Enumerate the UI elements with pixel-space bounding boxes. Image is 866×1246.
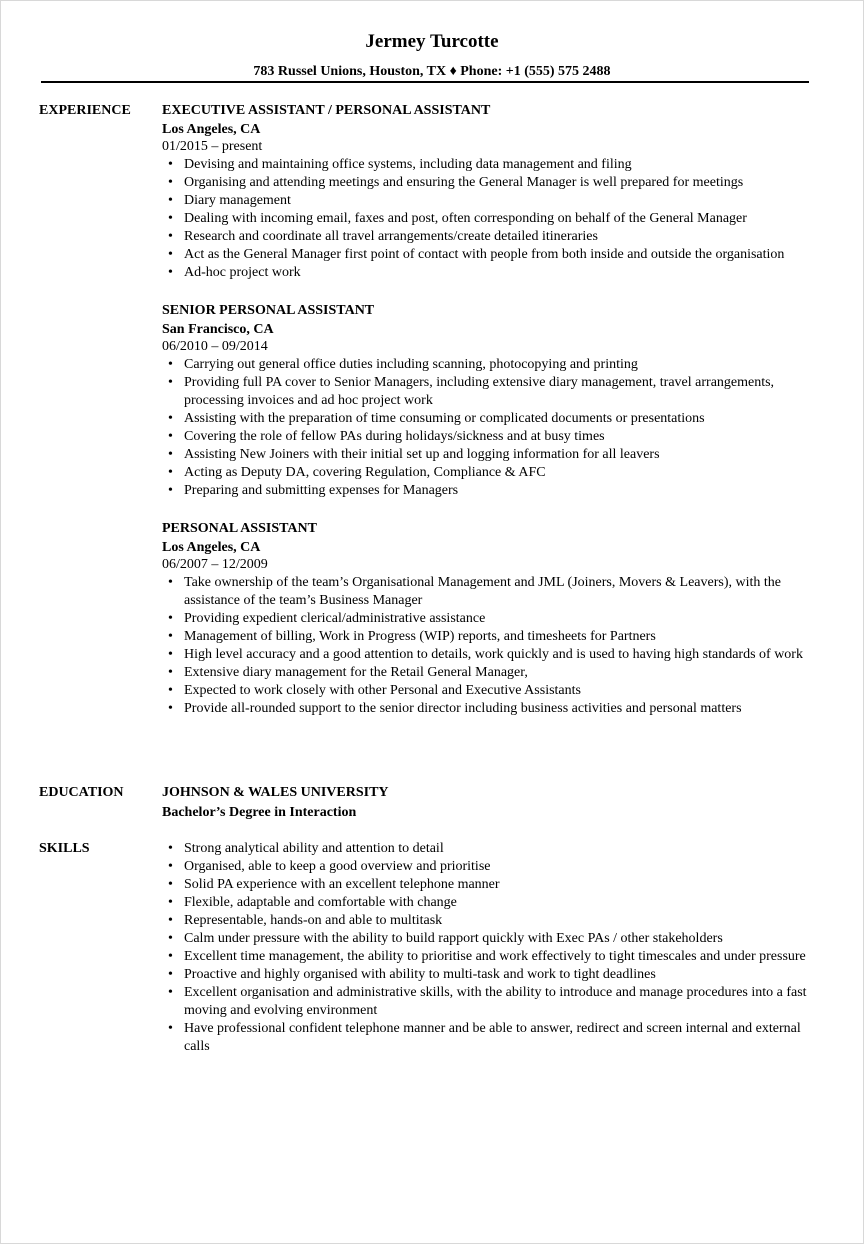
list-item: • Excellent organisation and administrative skills, with the ability to introduce and manage procedures into a fast moving and evolving environment <box>162 984 817 1020</box>
job-duties-list <box>162 156 817 282</box>
list-item: • Act as the General Manager first point of contact with people from both inside and outside the organisation <box>162 246 817 264</box>
education-body <box>162 784 817 822</box>
list-item: • Flexible, adaptable and comfortable with change <box>162 894 817 912</box>
job-location: Los Angeles, CA <box>162 540 261 555</box>
list-item: • Research and coordinate all travel arrangements/create detailed itineraries <box>162 228 817 246</box>
list-item: • Assisting New Joiners with their initial set up and logging information for all leavers <box>162 446 817 464</box>
job-title: SENIOR PERSONAL ASSISTANT <box>162 303 375 318</box>
job-dates: 06/2010 – 09/2014 <box>162 339 268 354</box>
experience-body <box>162 102 817 738</box>
list-item: • Take ownership of the team’s Organisational Management and JML (Joiners, Movers & Leavers), with the assistance of the team’s Business Manager <box>162 574 817 610</box>
list-item: • Diary management <box>162 192 817 210</box>
list-item: • Devising and maintaining office systems, including data management and filing <box>162 156 817 174</box>
job-title: EXECUTIVE ASSISTANT / PERSONAL ASSISTANT <box>162 103 491 118</box>
list-item: • Dealing with incoming email, faxes and post, often corresponding on behalf of the General Manager <box>162 210 817 228</box>
job-title: PERSONAL ASSISTANT <box>162 521 317 536</box>
degree-name: Bachelor’s Degree in Interaction <box>162 805 357 820</box>
section-label-skills: SKILLS <box>39 841 90 856</box>
list-item: • Calm under pressure with the ability to build rapport quickly with Exec PAs / other stakeholders <box>162 930 817 948</box>
list-item: • Assisting with the preparation of time consuming or complicated documents or presentations <box>162 410 817 428</box>
school-name: JOHNSON & WALES UNIVERSITY <box>162 785 389 800</box>
job-entry <box>162 520 817 718</box>
job-dates: 06/2007 – 12/2009 <box>162 557 268 572</box>
contact-line: 783 Russel Unions, Houston, TX ♦ Phone: +1 (555) 575 2488 <box>253 64 611 79</box>
list-item: • Solid PA experience with an excellent telephone manner <box>162 876 817 894</box>
header-divider <box>41 81 809 83</box>
section-label-experience: EXPERIENCE <box>39 103 131 118</box>
skills-list <box>162 840 817 1056</box>
list-item: • Representable, hands-on and able to multitask <box>162 912 817 930</box>
list-item: • Extensive diary management for the Retail General Manager, <box>162 664 817 682</box>
list-item: • Providing full PA cover to Senior Managers, including extensive diary management, travel arrangements, processing invoices and ad hoc project work <box>162 374 817 410</box>
list-item: • Strong analytical ability and attention to detail <box>162 840 817 858</box>
job-dates: 01/2015 – present <box>162 139 263 154</box>
list-item: • High level accuracy and a good attention to details, work quickly and is used to having high standards of work <box>162 646 817 664</box>
list-item: • Providing expedient clerical/administrative assistance <box>162 610 817 628</box>
job-duties-list <box>162 356 817 500</box>
candidate-name: Jermey Turcotte <box>365 31 499 52</box>
list-item: • Ad-hoc project work <box>162 264 817 282</box>
list-item: • Organised, able to keep a good overview and prioritise <box>162 858 817 876</box>
list-item: • Preparing and submitting expenses for Managers <box>162 482 817 500</box>
job-entry <box>162 102 817 282</box>
list-item: • Management of billing, Work in Progress (WIP) reports, and timesheets for Partners <box>162 628 817 646</box>
list-item: • Covering the role of fellow PAs during holidays/sickness and at busy times <box>162 428 817 446</box>
list-item: • Organising and attending meetings and ensuring the General Manager is well prepared for meetings <box>162 174 817 192</box>
list-item: • Have professional confident telephone manner and be able to answer, redirect and screen internal and external calls <box>162 1020 817 1056</box>
section-label-education: EDUCATION <box>39 785 124 800</box>
job-location: San Francisco, CA <box>162 322 274 337</box>
job-duties-list <box>162 574 817 718</box>
list-item: • Carrying out general office duties including scanning, photocopying and printing <box>162 356 817 374</box>
job-location: Los Angeles, CA <box>162 122 261 137</box>
list-item: • Proactive and highly organised with ability to multi-task and work to tight deadlines <box>162 966 817 984</box>
job-entry <box>162 302 817 500</box>
list-item: • Provide all-rounded support to the senior director including business activities and personal matters <box>162 700 817 718</box>
list-item: • Expected to work closely with other Personal and Executive Assistants <box>162 682 817 700</box>
skills-body <box>162 840 817 1056</box>
list-item: • Excellent time management, the ability to prioritise and work effectively to tight timescales and under pressure <box>162 948 817 966</box>
list-item: • Acting as Deputy DA, covering Regulation, Compliance & AFC <box>162 464 817 482</box>
